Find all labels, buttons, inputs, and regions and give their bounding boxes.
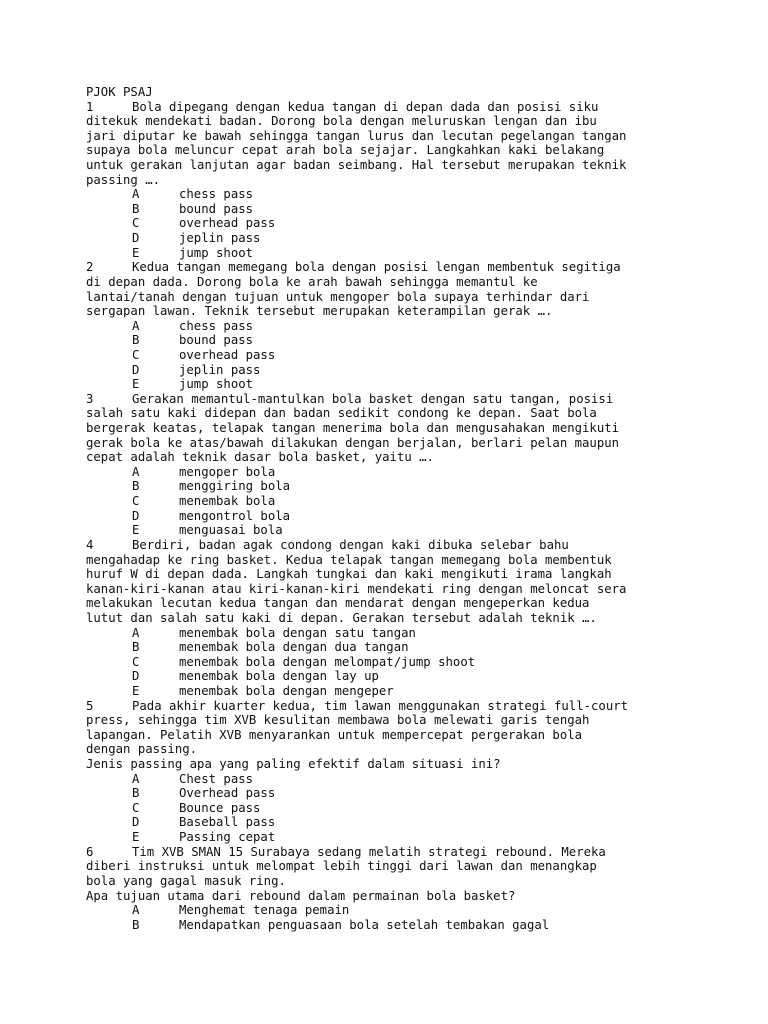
option-letter: A xyxy=(132,771,140,786)
question-text: dengan passing. xyxy=(86,742,198,757)
option-text: Menghemat tenaga pemain xyxy=(179,903,350,918)
question-text: passing …. xyxy=(86,172,161,187)
question-text: Berdiri, badan agak condong dengan kaki dibuka selebar bahu xyxy=(132,537,569,552)
option-letter: D xyxy=(132,231,140,246)
question-stem-line xyxy=(86,290,768,305)
answer-option xyxy=(86,684,768,699)
question-text: jari diputar ke bawah sehingga tangan lurus dan lecutan pegelangan tangan xyxy=(86,128,627,143)
option-text: mengoper bola xyxy=(179,464,276,479)
question-stem-line xyxy=(86,742,768,757)
question-text: supaya bola meluncur cepat arah bola sejajar. Langkahkan kaki belakang xyxy=(86,143,605,158)
question-stem-line xyxy=(86,450,768,465)
option-text: menggiring bola xyxy=(179,479,291,494)
question-text: Tim XVB SMAN 15 Surabaya sedang melatih strategi rebound. Mereka xyxy=(132,844,606,859)
answer-option xyxy=(86,246,768,261)
question-stem-line xyxy=(86,728,768,743)
answer-option xyxy=(86,509,768,524)
question-text: lantai/tanah dengan tujuan untuk mengoper bola supaya terhindar dari xyxy=(86,289,590,304)
question-number: 6 xyxy=(86,844,94,859)
question-stem-line xyxy=(86,596,768,611)
option-text: mengontrol bola xyxy=(179,508,291,523)
question-stem-line xyxy=(86,275,768,290)
option-letter: C xyxy=(132,347,140,362)
option-text: Mendapatkan penguasaan bola setelah tembakan gagal xyxy=(179,917,550,932)
question-number: 5 xyxy=(86,698,94,713)
question-text: cepat adalah teknik dasar bola basket, yaitu …. xyxy=(86,450,434,465)
question-text: Bola dipegang dengan kedua tangan di depan dada dan posisi siku xyxy=(132,99,599,114)
question-stem-line xyxy=(86,304,768,319)
question-text: Kedua tangan memegang bola dengan posisi lengan membentuk segitiga xyxy=(132,260,621,275)
answer-option xyxy=(86,377,768,392)
option-letter: B xyxy=(132,640,140,655)
answer-option xyxy=(86,216,768,231)
option-letter: A xyxy=(132,464,140,479)
option-text: menembak bola dengan melompat/jump shoot xyxy=(179,654,476,669)
answer-option xyxy=(86,319,768,334)
answer-option xyxy=(86,655,768,670)
question-stem-line xyxy=(86,538,768,553)
question-text: press, sehingga tim XVB kesulitan membawa bola melewati garis tengah xyxy=(86,713,590,728)
answer-option xyxy=(86,465,768,480)
option-text: Overhead pass xyxy=(179,786,276,801)
question-stem-line xyxy=(86,553,768,568)
question-stem-line xyxy=(86,406,768,421)
option-text: chess pass xyxy=(179,187,254,202)
option-text: menembak bola dengan lay up xyxy=(179,669,379,684)
option-letter: C xyxy=(132,216,140,231)
answer-option xyxy=(86,640,768,655)
question-text: diberi instruksi untuk melompat lebih tinggi dari lawan dan menangkap xyxy=(86,859,597,874)
answer-option xyxy=(86,479,768,494)
option-text: menembak bola dengan mengeper xyxy=(179,683,394,698)
question-text: untuk gerakan lanjutan agar badan seimbang. Hal tersebut merupakan teknik xyxy=(86,158,627,173)
option-text: overhead pass xyxy=(179,216,276,231)
option-letter: C xyxy=(132,494,140,509)
answer-option xyxy=(86,903,768,918)
question-text: kanan-kiri-kanan atau kiri-kanan-kiri mendekati ring dengan meloncat sera xyxy=(86,581,627,596)
option-letter: E xyxy=(132,683,140,698)
option-letter: A xyxy=(132,187,140,202)
answer-option xyxy=(86,202,768,217)
answer-option xyxy=(86,669,768,684)
option-text: jump shoot xyxy=(179,377,254,392)
answer-option xyxy=(86,772,768,787)
answer-option xyxy=(86,494,768,509)
option-text: overhead pass xyxy=(179,347,276,362)
question-text: melakukan lecutan kedua tangan dan mendarat dengan mengeperkan kedua xyxy=(86,596,590,611)
option-letter: B xyxy=(132,333,140,348)
option-letter: A xyxy=(132,318,140,333)
option-letter: E xyxy=(132,523,140,538)
answer-option xyxy=(86,187,768,202)
option-text: menembak bola dengan satu tangan xyxy=(179,625,416,640)
question-stem-line xyxy=(86,114,768,129)
option-letter: A xyxy=(132,903,140,918)
answer-option xyxy=(86,231,768,246)
option-letter: C xyxy=(132,800,140,815)
option-text: bound pass xyxy=(179,201,254,216)
answer-option xyxy=(86,801,768,816)
question-stem-line xyxy=(86,421,768,436)
question-number: 4 xyxy=(86,537,94,552)
option-text: Bounce pass xyxy=(179,800,261,815)
question-text: mengahadap ke ring basket. Kedua telapak tangan memegang bola membentuk xyxy=(86,552,612,567)
question-text: di depan dada. Dorong bola ke arah bawah sehingga memantul ke xyxy=(86,274,538,289)
question-stem-line xyxy=(86,567,768,582)
question-text: Jenis passing apa yang paling efektif dalam situasi ini? xyxy=(86,757,501,772)
option-letter: B xyxy=(132,201,140,216)
question-stem-line xyxy=(86,757,768,772)
question-stem-line xyxy=(86,173,768,188)
option-text: menguasai bola xyxy=(179,523,283,538)
option-text: Chest pass xyxy=(179,771,254,786)
option-letter: C xyxy=(132,654,140,669)
question-stem-line xyxy=(86,611,768,626)
question-text: Gerakan memantul-mantulkan bola basket dengan satu tangan, posisi xyxy=(132,391,614,406)
option-text: chess pass xyxy=(179,318,254,333)
question-stem-line xyxy=(86,100,768,115)
option-text: jump shoot xyxy=(179,245,254,260)
option-letter: B xyxy=(132,917,140,932)
question-text: sergapan lawan. Teknik tersebut merupakan keterampilan gerak …. xyxy=(86,304,553,319)
answer-option xyxy=(86,786,768,801)
question-text: bola yang gagal masuk ring. xyxy=(86,873,286,888)
question-stem-line xyxy=(86,889,768,904)
option-letter: B xyxy=(132,479,140,494)
question-text: ditekuk mendekati badan. Dorong bola dengan meluruskan lengan dan ibu xyxy=(86,114,597,129)
answer-option xyxy=(86,626,768,641)
question-text: lutut dan salah satu kaki di depan. Gerakan tersebut adalah teknik …. xyxy=(86,610,597,625)
question-stem-line xyxy=(86,436,768,451)
answer-option xyxy=(86,363,768,378)
question-stem-line xyxy=(86,143,768,158)
option-letter: A xyxy=(132,625,140,640)
question-text: Pada akhir kuarter kedua, tim lawan menggunakan strategi full-court xyxy=(132,698,629,713)
question-text: bergerak keatas, telapak tangan menerima bola dan mengusahakan mengikuti xyxy=(86,421,620,436)
option-text: bound pass xyxy=(179,333,254,348)
option-letter: D xyxy=(132,508,140,523)
question-stem-line xyxy=(86,392,768,407)
question-text: salah satu kaki didepan dan badan sedikit condong ke depan. Saat bola xyxy=(86,406,597,421)
answer-option xyxy=(86,333,768,348)
question-stem-line xyxy=(86,859,768,874)
question-stem-line xyxy=(86,260,768,275)
option-text: Passing cepat xyxy=(179,830,276,845)
option-text: jeplin pass xyxy=(179,231,261,246)
option-text: Baseball pass xyxy=(179,815,276,830)
question-stem-line xyxy=(86,582,768,597)
question-text: Apa tujuan utama dari rebound dalam permainan bola basket? xyxy=(86,888,516,903)
question-stem-line xyxy=(86,158,768,173)
option-letter: E xyxy=(132,377,140,392)
question-text: lapangan. Pelatih XVB menyarankan untuk mempercepat pergerakan bola xyxy=(86,727,583,742)
option-letter: B xyxy=(132,786,140,801)
question-number: 1 xyxy=(86,99,94,114)
option-text: menembak bola dengan dua tangan xyxy=(179,640,409,655)
answer-option xyxy=(86,830,768,845)
question-stem-line xyxy=(86,874,768,889)
option-letter: E xyxy=(132,245,140,260)
option-letter: E xyxy=(132,830,140,845)
option-letter: D xyxy=(132,669,140,684)
document-title: PJOK PSAJ xyxy=(86,85,153,99)
question-number: 2 xyxy=(86,260,94,275)
question-number: 3 xyxy=(86,391,94,406)
option-letter: D xyxy=(132,362,140,377)
question-stem-line xyxy=(86,713,768,728)
question-stem-line xyxy=(86,699,768,714)
question-list xyxy=(86,100,768,933)
question-stem-line xyxy=(86,129,768,144)
question-text: huruf W di depan dada. Langkah tungkai dan kaki mengikuti irama langkah xyxy=(86,567,612,582)
answer-option xyxy=(86,815,768,830)
option-letter: D xyxy=(132,815,140,830)
question-stem-line xyxy=(86,845,768,860)
question-text: gerak bola ke atas/bawah dilakukan dengan berjalan, berlari pelan maupun xyxy=(86,435,620,450)
answer-option xyxy=(86,523,768,538)
answer-option xyxy=(86,918,768,933)
option-text: jeplin pass xyxy=(179,362,261,377)
answer-option xyxy=(86,348,768,363)
option-text: menembak bola xyxy=(179,494,276,509)
